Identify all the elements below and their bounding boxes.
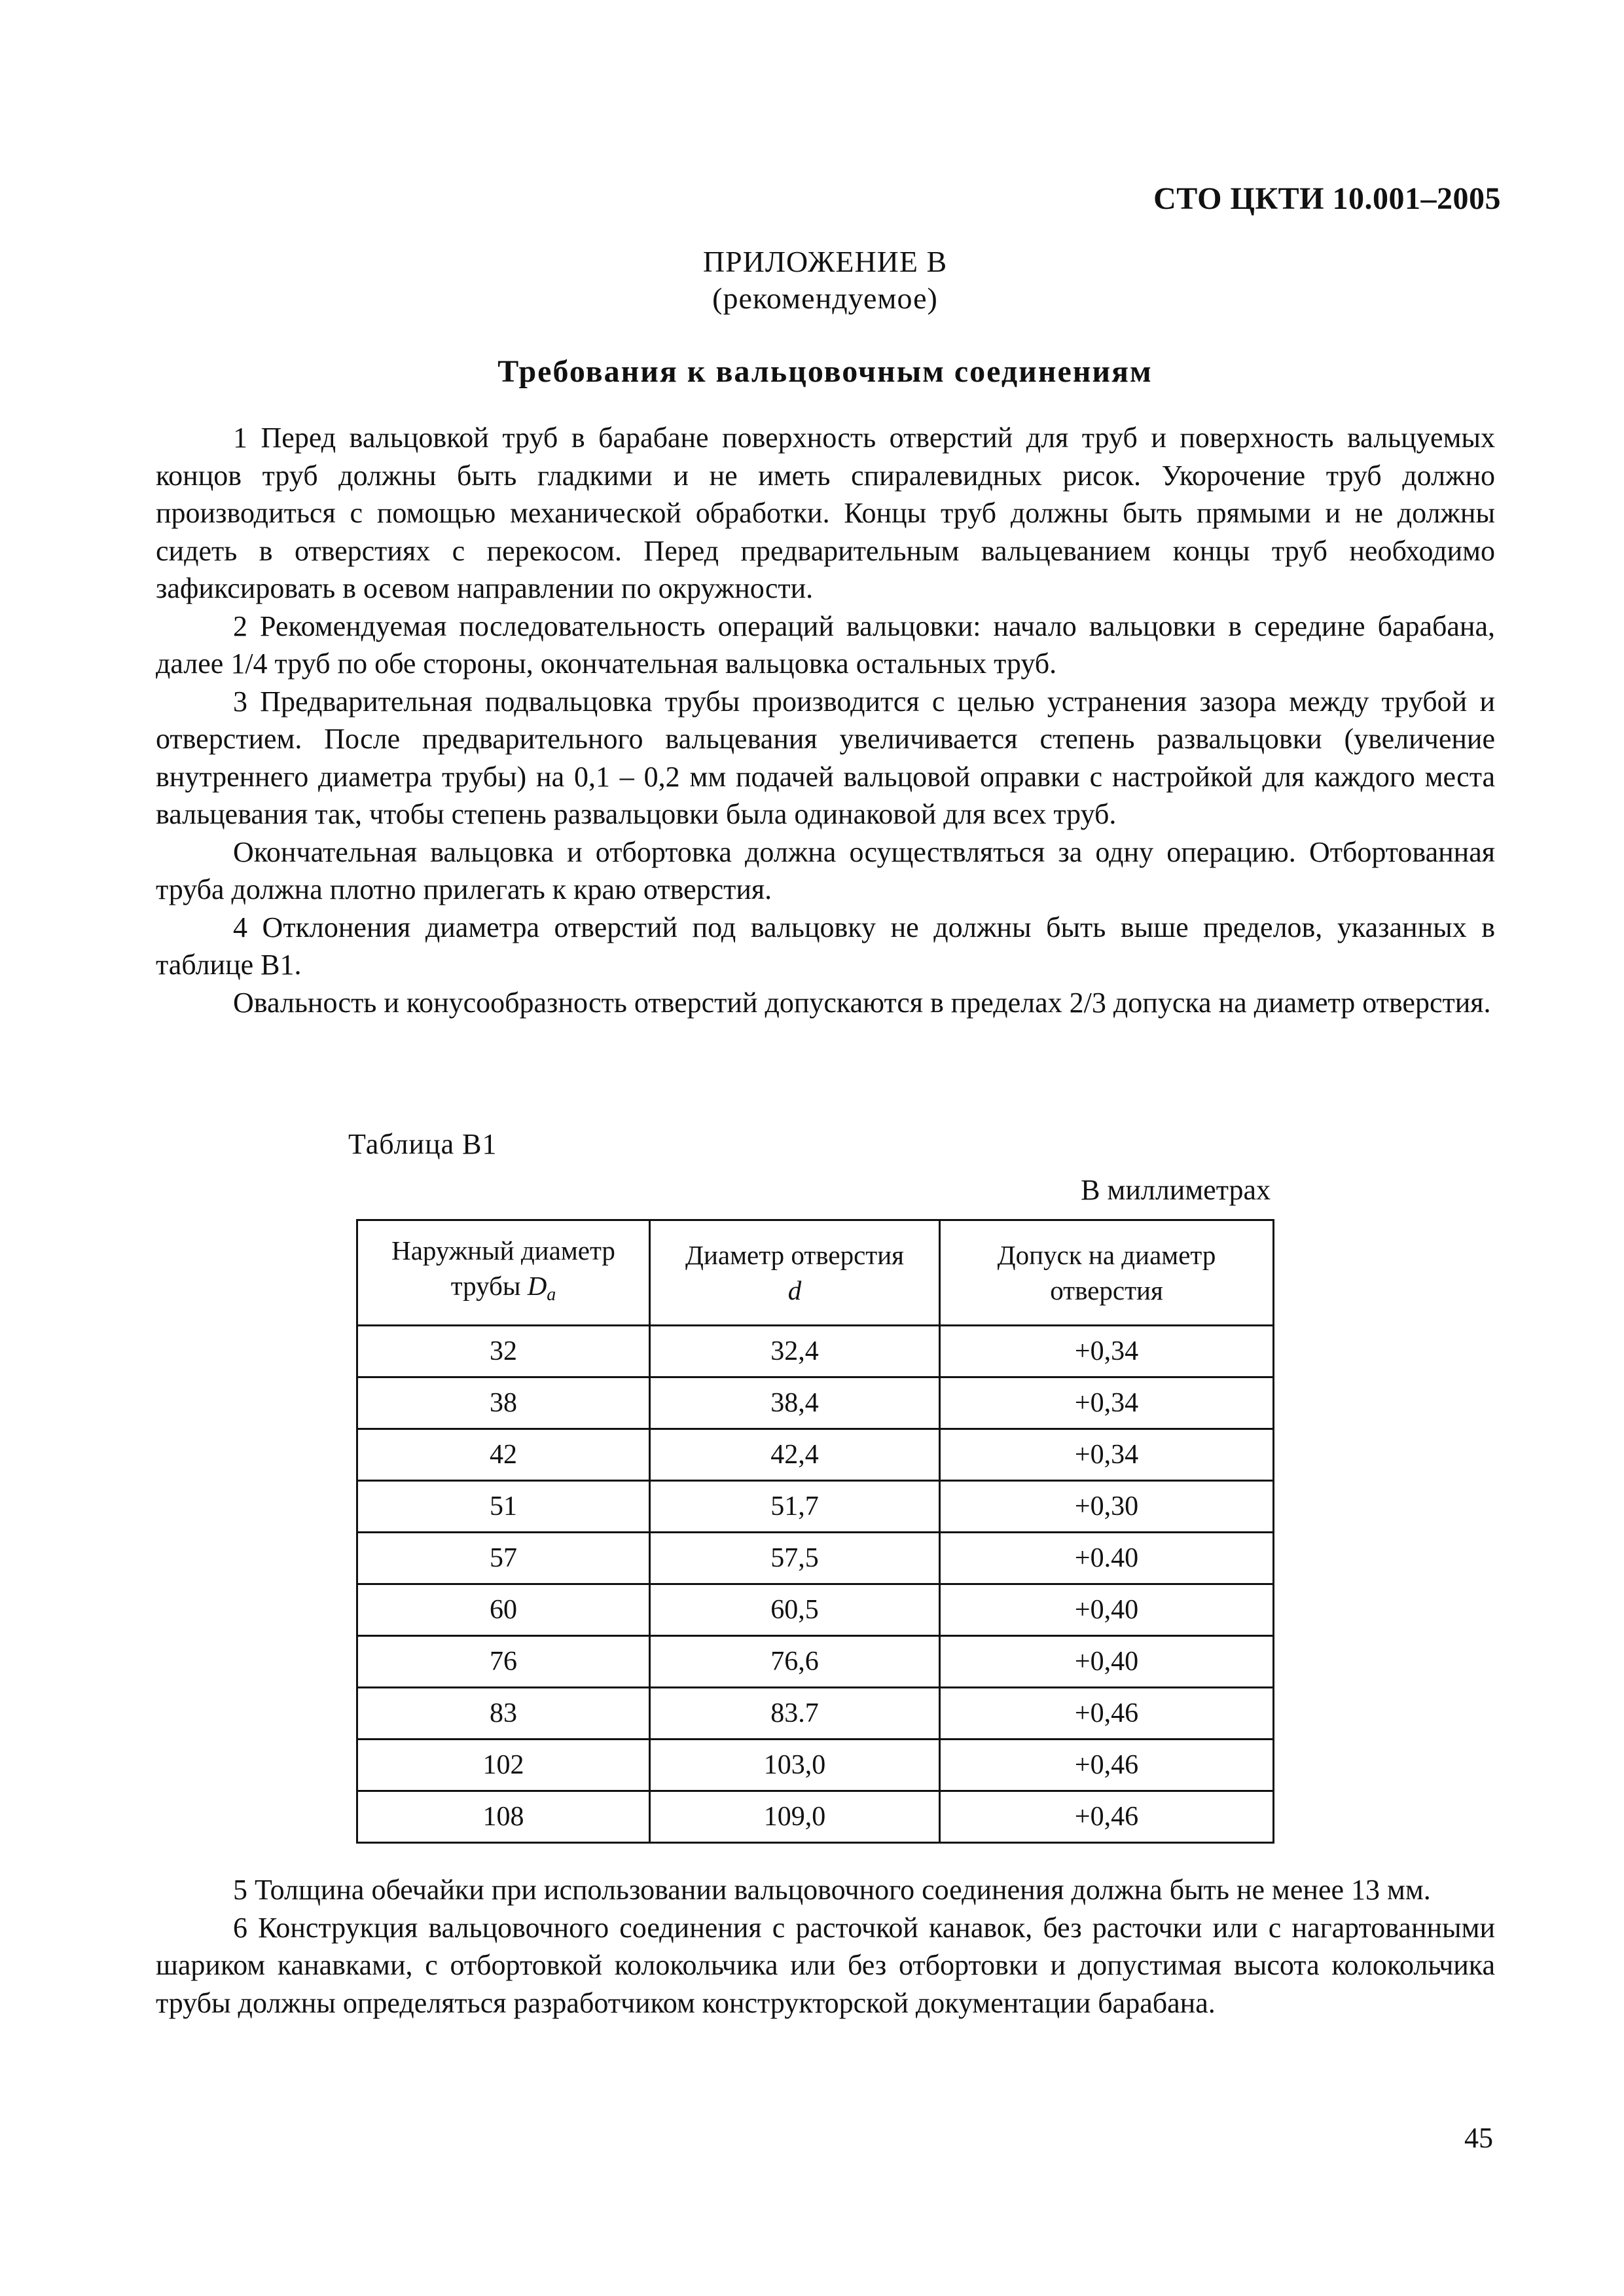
cell-tolerance: +0,34 <box>940 1377 1274 1429</box>
cell-outer-diameter: 60 <box>357 1584 650 1636</box>
appendix-heading <box>0 244 1624 317</box>
page-number: 45 <box>1464 2122 1493 2154</box>
header-hole-diameter: Диаметр отверстия d <box>650 1220 940 1326</box>
table-row <box>357 1429 1274 1481</box>
cell-tolerance: +0.40 <box>940 1533 1274 1584</box>
body-text-top <box>156 419 1495 1021</box>
cell-tolerance: +0,34 <box>940 1326 1274 1377</box>
header-tolerance: Допуск на диаметр отверстия <box>940 1220 1274 1326</box>
table-row <box>357 1326 1274 1377</box>
cell-hole-diameter: 103,0 <box>650 1740 940 1791</box>
cell-outer-diameter: 32 <box>357 1326 650 1377</box>
cell-hole-diameter: 76,6 <box>650 1636 940 1688</box>
cell-hole-diameter: 32,4 <box>650 1326 940 1377</box>
body-text-bottom <box>156 1871 1495 2022</box>
paragraph-3: 3 Предварительная подвальцовка трубы производится с целью устранения зазора между трубой и отверстием. После предварительного вальцевания увеличивается степень развальцовки (увеличение внутреннего диаметра трубы) на 0,1 – 0,2 мм подачей вальцовой оправки с настройкой для каждого места вальцевания так, чтобы степень развальцовки была одинаковой для всех труб. <box>156 685 1495 830</box>
header-outer-diameter: Наружный диаметр трубы $D_a$ <box>357 1220 650 1326</box>
paragraph-5: 5 Толщина обечайки при использовании вальцовочного соединения должна быть не менее 13 мм. <box>233 1874 1431 1906</box>
symbol-d: d <box>787 1275 802 1305</box>
table-label: Таблица В1 <box>348 1128 497 1160</box>
tolerance-table <box>356 1219 1274 1844</box>
paragraph-6: 6 Конструкция вальцовочного соединения с расточкой канавок, без расточки или с нагартованными шариком канавками, с отбортовкой колокольчика или без отбортовки и допустимая высота колокольчика трубы должны определяться разработчиком конструкторской документации барабана. <box>156 1911 1495 2019</box>
cell-tolerance: +0,40 <box>940 1636 1274 1688</box>
paragraph-2: 2 Рекомендуемая последовательность операций вальцовки: начало вальцовки в середине барабана, далее 1/4 труб по обе стороны, окончательная вальцовка остальных труб. <box>156 610 1495 680</box>
cell-hole-diameter: 42,4 <box>650 1429 940 1481</box>
table-row <box>357 1584 1274 1636</box>
cell-outer-diameter: 57 <box>357 1533 650 1584</box>
symbol-D: D <box>527 1271 547 1301</box>
cell-hole-diameter: 83.7 <box>650 1688 940 1740</box>
document-code: СТО ЦКТИ 10.001–2005 <box>1153 181 1501 216</box>
table-row <box>357 1636 1274 1688</box>
cell-outer-diameter: 108 <box>357 1791 650 1843</box>
paragraph-4-continued: Овальность и конусообразность отверстий допускаются в пределах 2/3 допуска на диаметр отверстия. <box>233 986 1491 1019</box>
cell-outer-diameter: 38 <box>357 1377 650 1429</box>
paragraph-4: 4 Отклонения диаметра отверстий под вальцовку не должны быть выше пределов, указанных в таблице В1. <box>156 911 1495 981</box>
cell-hole-diameter: 57,5 <box>650 1533 940 1584</box>
appendix-title: ПРИЛОЖЕНИЕ В <box>702 245 948 278</box>
table-row <box>357 1740 1274 1791</box>
symbol-D-subscript: a <box>547 1285 556 1305</box>
cell-tolerance: +0,34 <box>940 1429 1274 1481</box>
table-row <box>357 1533 1274 1584</box>
paragraph-1: 1 Перед вальцовкой труб в барабане поверхность отверстий для труб и поверхность вальцуемых концов труб должны быть гладкими и не иметь спиралевидных рисок. Укорочение труб должно производиться с помощью механической обработки. Концы труб должны быть прямыми и не должны сидеть в отверстиях с перекосом. Перед предварительным вальцеванием концы труб необходимо зафиксировать в осевом направлении по окружности. <box>156 422 1495 604</box>
table-row <box>357 1688 1274 1740</box>
cell-hole-diameter: 60,5 <box>650 1584 940 1636</box>
cell-tolerance: +0,46 <box>940 1688 1274 1740</box>
cell-tolerance: +0,30 <box>940 1481 1274 1533</box>
cell-tolerance: +0,46 <box>940 1740 1274 1791</box>
appendix-status: (рекомендуемое) <box>712 282 938 315</box>
table-header-row <box>357 1220 1274 1326</box>
cell-tolerance: +0,46 <box>940 1791 1274 1843</box>
cell-outer-diameter: 102 <box>357 1740 650 1791</box>
cell-hole-diameter: 38,4 <box>650 1377 940 1429</box>
cell-hole-diameter: 109,0 <box>650 1791 940 1843</box>
table-row <box>357 1377 1274 1429</box>
paragraph-3-continued: Окончательная вальцовка и отбортовка должна осуществляться за одну операцию. Отбортованная труба должна плотно прилегать к краю отверстия. <box>156 835 1495 905</box>
cell-outer-diameter: 83 <box>357 1688 650 1740</box>
table-units: В миллиметрах <box>1081 1174 1271 1206</box>
cell-outer-diameter: 51 <box>357 1481 650 1533</box>
cell-outer-diameter: 76 <box>357 1636 650 1688</box>
cell-tolerance: +0,40 <box>940 1584 1274 1636</box>
section-title: Требования к вальцовочным соединениям <box>497 354 1153 389</box>
cell-hole-diameter: 51,7 <box>650 1481 940 1533</box>
cell-outer-diameter: 42 <box>357 1429 650 1481</box>
table-row <box>357 1481 1274 1533</box>
table-row <box>357 1791 1274 1843</box>
